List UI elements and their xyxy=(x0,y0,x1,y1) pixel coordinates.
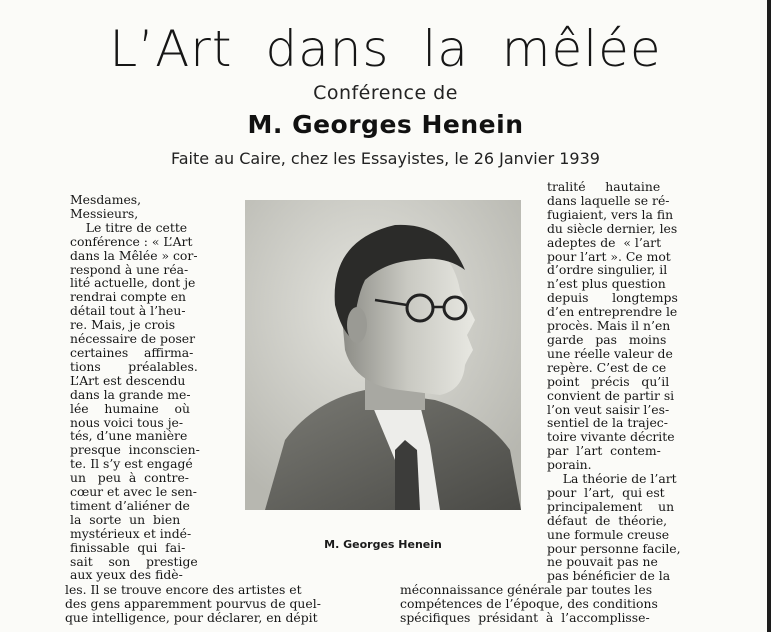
portrait-icon xyxy=(245,200,521,510)
article-title: L’Art dans la mêlée xyxy=(109,20,662,78)
article-dateline: Faite au Caire, chez les Essayistes, le 26 Janvier 1939 xyxy=(171,149,600,168)
text-column-right: tralité hautaine dans laquelle se ré- fugiaient, vers la fin du siècle dernier, les adeptes de « l’art pour l’art ». Ce mot d’ordre singulier, il n’est plus question depuis longtemps d’en entreprendre le procès. Mais il n’en garde pas moins une réelle valeur de repère. C’est de ce point précis qu’il convient de partir si l’on veut saisir l’es- sentiel de la trajec- toire vivante décrite par l’art contem- porain. La théorie de l’art pour l’art, qui est principalement un défaut de théorie, une formule creuse pour personne facile, ne pouvait pas ne pas bénéficier de la xyxy=(547,179,681,584)
article-author: M. Georges Henein xyxy=(247,110,524,139)
author-portrait-photo xyxy=(245,200,521,510)
text-bottom-right: méconnaissance générale par toutes les compétences de l’époque, des conditions spécifiques présidant à l’accomplisse- xyxy=(400,582,658,625)
text-bottom-left: les. Il se trouve encore des artistes et des gens apparemment pourvus de quel- que intelligence, pour déclarer, en dépit xyxy=(65,582,321,625)
photo-caption: M. Georges Henein xyxy=(324,538,442,551)
text-column-left: Mesdames, Messieurs, Le titre de cette conférence : « L’Art dans la Mêlée » cor- respond à une réa- lité actuelle, dont je rendrai compte en détail tout à l’heu- re. Mais, je crois nécessaire de poser certaines affirma- tions préalables. L’Art est descendu dans la grande me- lée humaine où nous voici tous je- tés, d’une manière presque inconscien- te. Il s’y est engagé un peu à contre- cœur et avec le sen- timent d’aliéner de la sorte un bien mystérieux et indé- finissable qui fai- sait son prestige aux yeux des fidè- xyxy=(70,192,200,583)
article-subtitle: Conférence de xyxy=(313,82,458,104)
